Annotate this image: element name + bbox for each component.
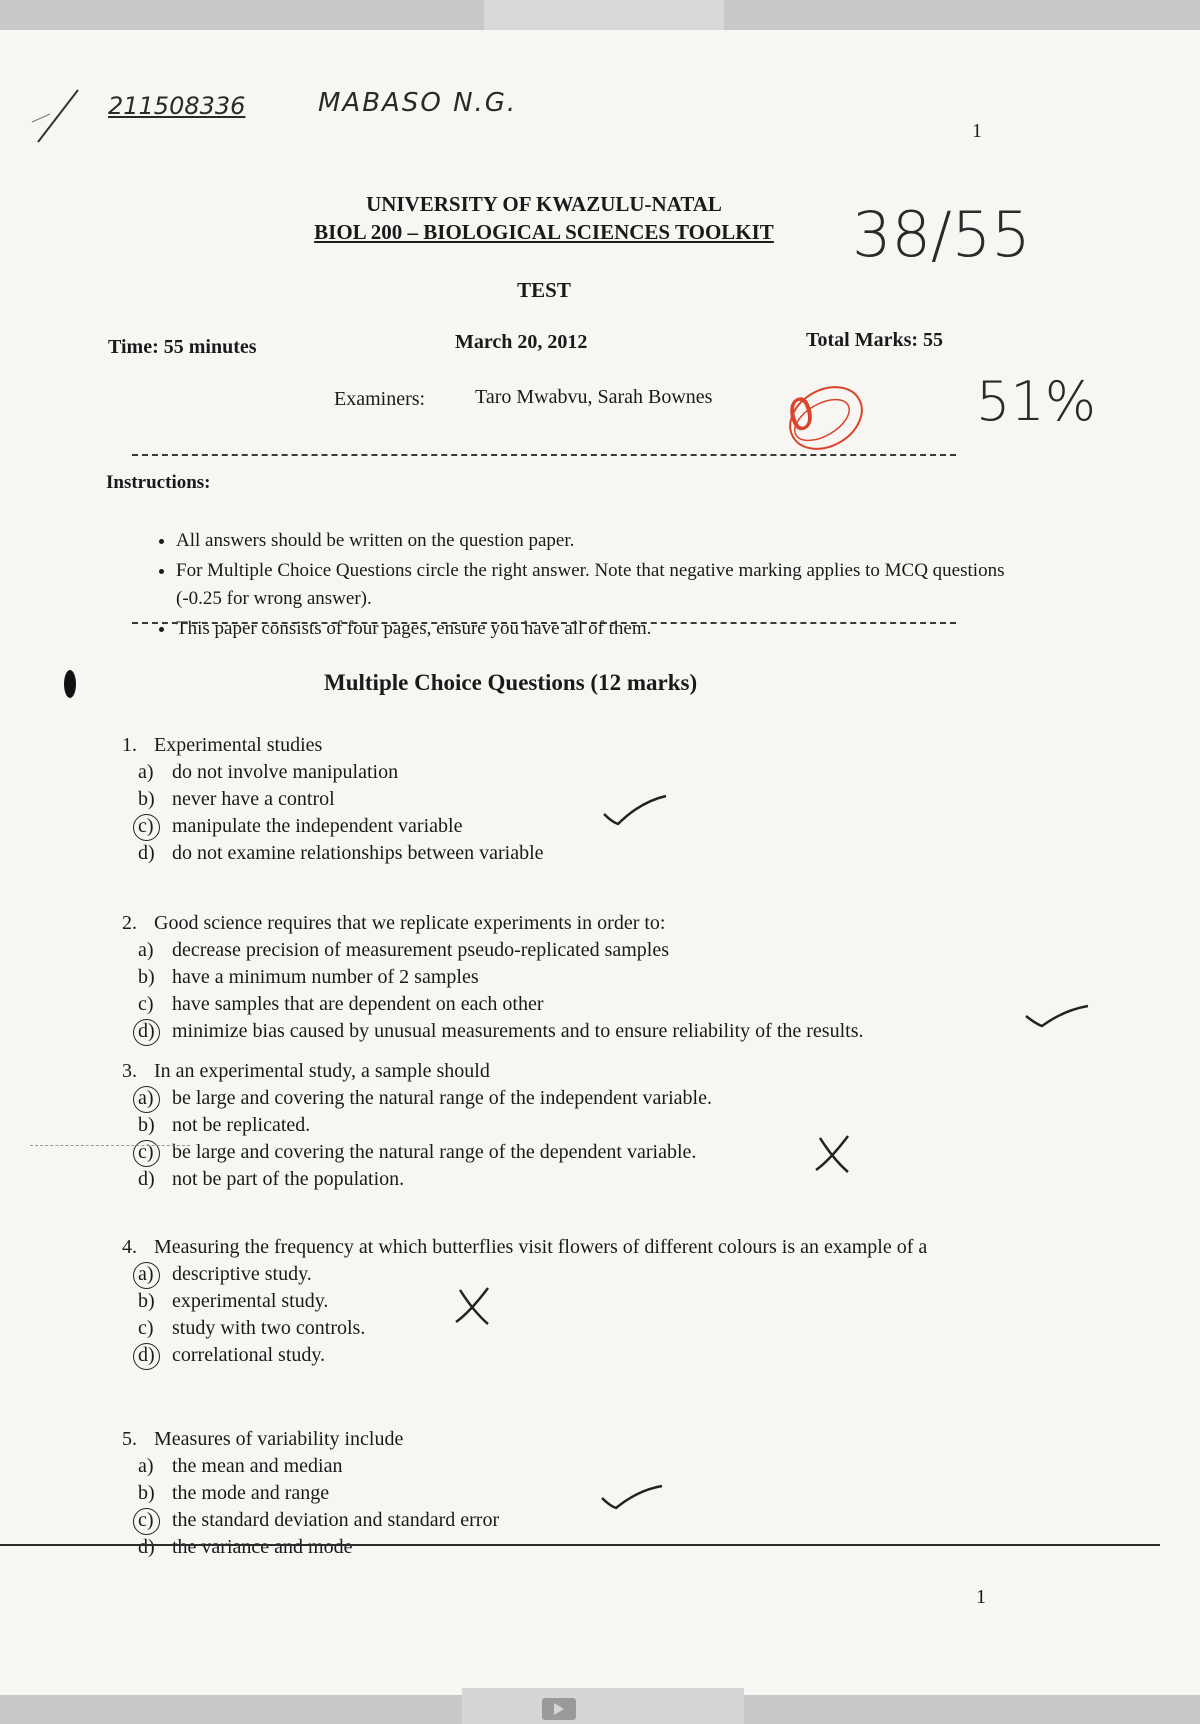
exam-page — [0, 30, 1200, 1695]
option-text: not be replicated. — [172, 1114, 311, 1136]
question-stem: Measures of variability include — [154, 1428, 404, 1450]
option-a[interactable] — [138, 759, 544, 786]
option-label: d) — [138, 842, 155, 864]
option-text: study with two controls. — [172, 1317, 366, 1339]
option-text: correlational study. — [172, 1344, 326, 1366]
question-3 — [122, 1058, 712, 1193]
option-a[interactable] — [138, 1085, 712, 1112]
option-text: be large and covering the natural range of the independent variable. — [172, 1087, 712, 1109]
instruction-item: • This paper consists of four pages, ensure you have all of them. — [176, 615, 1016, 643]
option-text: manipulate the independent variable — [172, 815, 463, 837]
instructions-label: Instructions: — [106, 472, 211, 493]
option-label-circled: c) — [138, 1507, 172, 1534]
option-c[interactable] — [138, 813, 544, 840]
option-text: have a minimum number of 2 samples — [172, 966, 479, 988]
option-label: d) — [138, 1536, 155, 1558]
option-label-circled: a) — [138, 1085, 172, 1112]
option-c[interactable] — [138, 1507, 499, 1534]
total-marks: Total Marks: 55 — [806, 329, 944, 351]
option-a[interactable] — [138, 1261, 962, 1288]
option-d[interactable] — [138, 1342, 962, 1369]
instruction-item: • All answers should be written on the question paper. — [176, 527, 1016, 555]
option-c[interactable] — [138, 1139, 712, 1166]
option-b[interactable] — [138, 1480, 499, 1507]
option-c[interactable] — [138, 991, 863, 1018]
option-label: b) — [138, 788, 155, 810]
option-label-circled: d) — [138, 1342, 172, 1369]
question-number: 1. — [122, 734, 137, 756]
faint-dashed-line — [30, 1145, 190, 1146]
option-text: not be part of the population. — [172, 1168, 405, 1190]
option-a[interactable] — [138, 1453, 499, 1480]
option-text: descriptive study. — [172, 1263, 312, 1285]
question-stem: Good science requires that we replicate experiments in order to: — [154, 912, 666, 934]
option-label-circled: c) — [138, 813, 172, 840]
question-number: 3. — [122, 1060, 137, 1082]
exam-date: March 20, 2012 — [455, 331, 588, 353]
option-b[interactable] — [138, 964, 863, 991]
question-number: 5. — [122, 1428, 137, 1450]
punch-hole — [64, 670, 76, 698]
score-total: 38/55 — [852, 198, 1031, 271]
option-label: b) — [138, 1482, 155, 1504]
option-d[interactable] — [138, 840, 544, 867]
question-number: 4. — [122, 1236, 137, 1258]
option-text: do not involve manipulation — [172, 761, 399, 783]
examiners-names: Taro Mwabvu, Sarah Bownes — [475, 386, 713, 408]
option-b[interactable] — [138, 1288, 962, 1315]
option-c[interactable] — [138, 1315, 962, 1342]
option-text: do not examine relationships between variable — [172, 842, 544, 864]
university-name: UNIVERSITY OF KWAZULU-NATAL — [366, 192, 722, 216]
option-text: have samples that are dependent on each other — [172, 993, 544, 1015]
option-label: c) — [138, 993, 154, 1015]
option-label: a) — [138, 939, 154, 961]
option-b[interactable] — [138, 786, 544, 813]
checkmark-icon — [1022, 1002, 1092, 1042]
slash-mark — [28, 82, 88, 152]
checkmark-icon — [600, 792, 670, 832]
cross-mark-icon — [452, 1282, 498, 1328]
student-number: 211508336 — [108, 92, 246, 120]
option-text: the variance and mode — [172, 1536, 353, 1558]
score-percent: 51% — [976, 370, 1097, 433]
option-d[interactable] — [138, 1534, 499, 1561]
option-label: a) — [138, 761, 154, 783]
question-1 — [122, 732, 544, 867]
section-title: Multiple Choice Questions (12 marks) — [324, 670, 698, 695]
course-title: BIOL 200 – BIOLOGICAL SCIENCES TOOLKIT — [314, 220, 774, 244]
option-text: never have a control — [172, 788, 335, 810]
option-label: b) — [138, 966, 155, 988]
red-circle-mark — [778, 372, 878, 462]
question-stem: In an experimental study, a sample should — [154, 1060, 490, 1082]
option-label: a) — [138, 1455, 154, 1477]
divider-top — [132, 454, 956, 456]
question-2 — [122, 910, 863, 1045]
option-text: be large and covering the natural range of the dependent variable. — [172, 1141, 697, 1163]
page-number-bottom: 1 — [976, 1586, 986, 1608]
clipboard-clip-bottom — [462, 1688, 744, 1724]
option-text: the standard deviation and standard error — [172, 1509, 500, 1531]
option-b[interactable] — [138, 1112, 712, 1139]
option-text: minimize bias caused by unusual measurements and to ensure reliability of the results. — [172, 1020, 864, 1042]
question-number: 2. — [122, 912, 137, 934]
red-zero-mark: 0 — [778, 386, 824, 443]
instructions-list — [140, 527, 1016, 645]
option-text: the mean and median — [172, 1455, 343, 1477]
option-label-circled: a) — [138, 1261, 172, 1288]
option-text: the mode and range — [172, 1482, 330, 1504]
option-label: d) — [138, 1168, 155, 1190]
option-label: b) — [138, 1114, 155, 1136]
option-text: decrease precision of measurement pseudo-replicated samples — [172, 939, 670, 961]
option-d[interactable] — [138, 1166, 712, 1193]
examiners-label: Examiners: — [334, 388, 426, 410]
option-label: b) — [138, 1290, 155, 1312]
page-number-top: 1 — [972, 120, 982, 142]
page-bottom-rule — [0, 1544, 1160, 1546]
option-a[interactable] — [138, 937, 863, 964]
scanner-logo-icon — [540, 1694, 580, 1724]
option-label-circled: d) — [138, 1018, 172, 1045]
question-stem: Experimental studies — [154, 734, 323, 756]
exam-time: Time: 55 minutes — [108, 336, 257, 358]
question-4 — [122, 1234, 962, 1369]
student-name: MABASO N.G. — [318, 88, 518, 118]
option-d[interactable] — [138, 1018, 863, 1045]
option-label-circled: c) — [138, 1139, 172, 1166]
checkmark-icon — [598, 1482, 668, 1522]
divider-bottom — [132, 622, 956, 624]
instruction-item: • For Multiple Choice Questions circle the right answer. Note that negative marking applies to MCQ questions (-0.25 for wrong answer). — [176, 557, 1016, 613]
option-text: experimental study. — [172, 1290, 329, 1312]
question-5 — [122, 1426, 499, 1561]
question-stem: Measuring the frequency at which butterflies visit flowers of different colours is an example of a — [154, 1236, 928, 1258]
test-label: TEST — [517, 278, 571, 302]
option-label: c) — [138, 1317, 154, 1339]
cross-mark-icon — [812, 1130, 858, 1176]
